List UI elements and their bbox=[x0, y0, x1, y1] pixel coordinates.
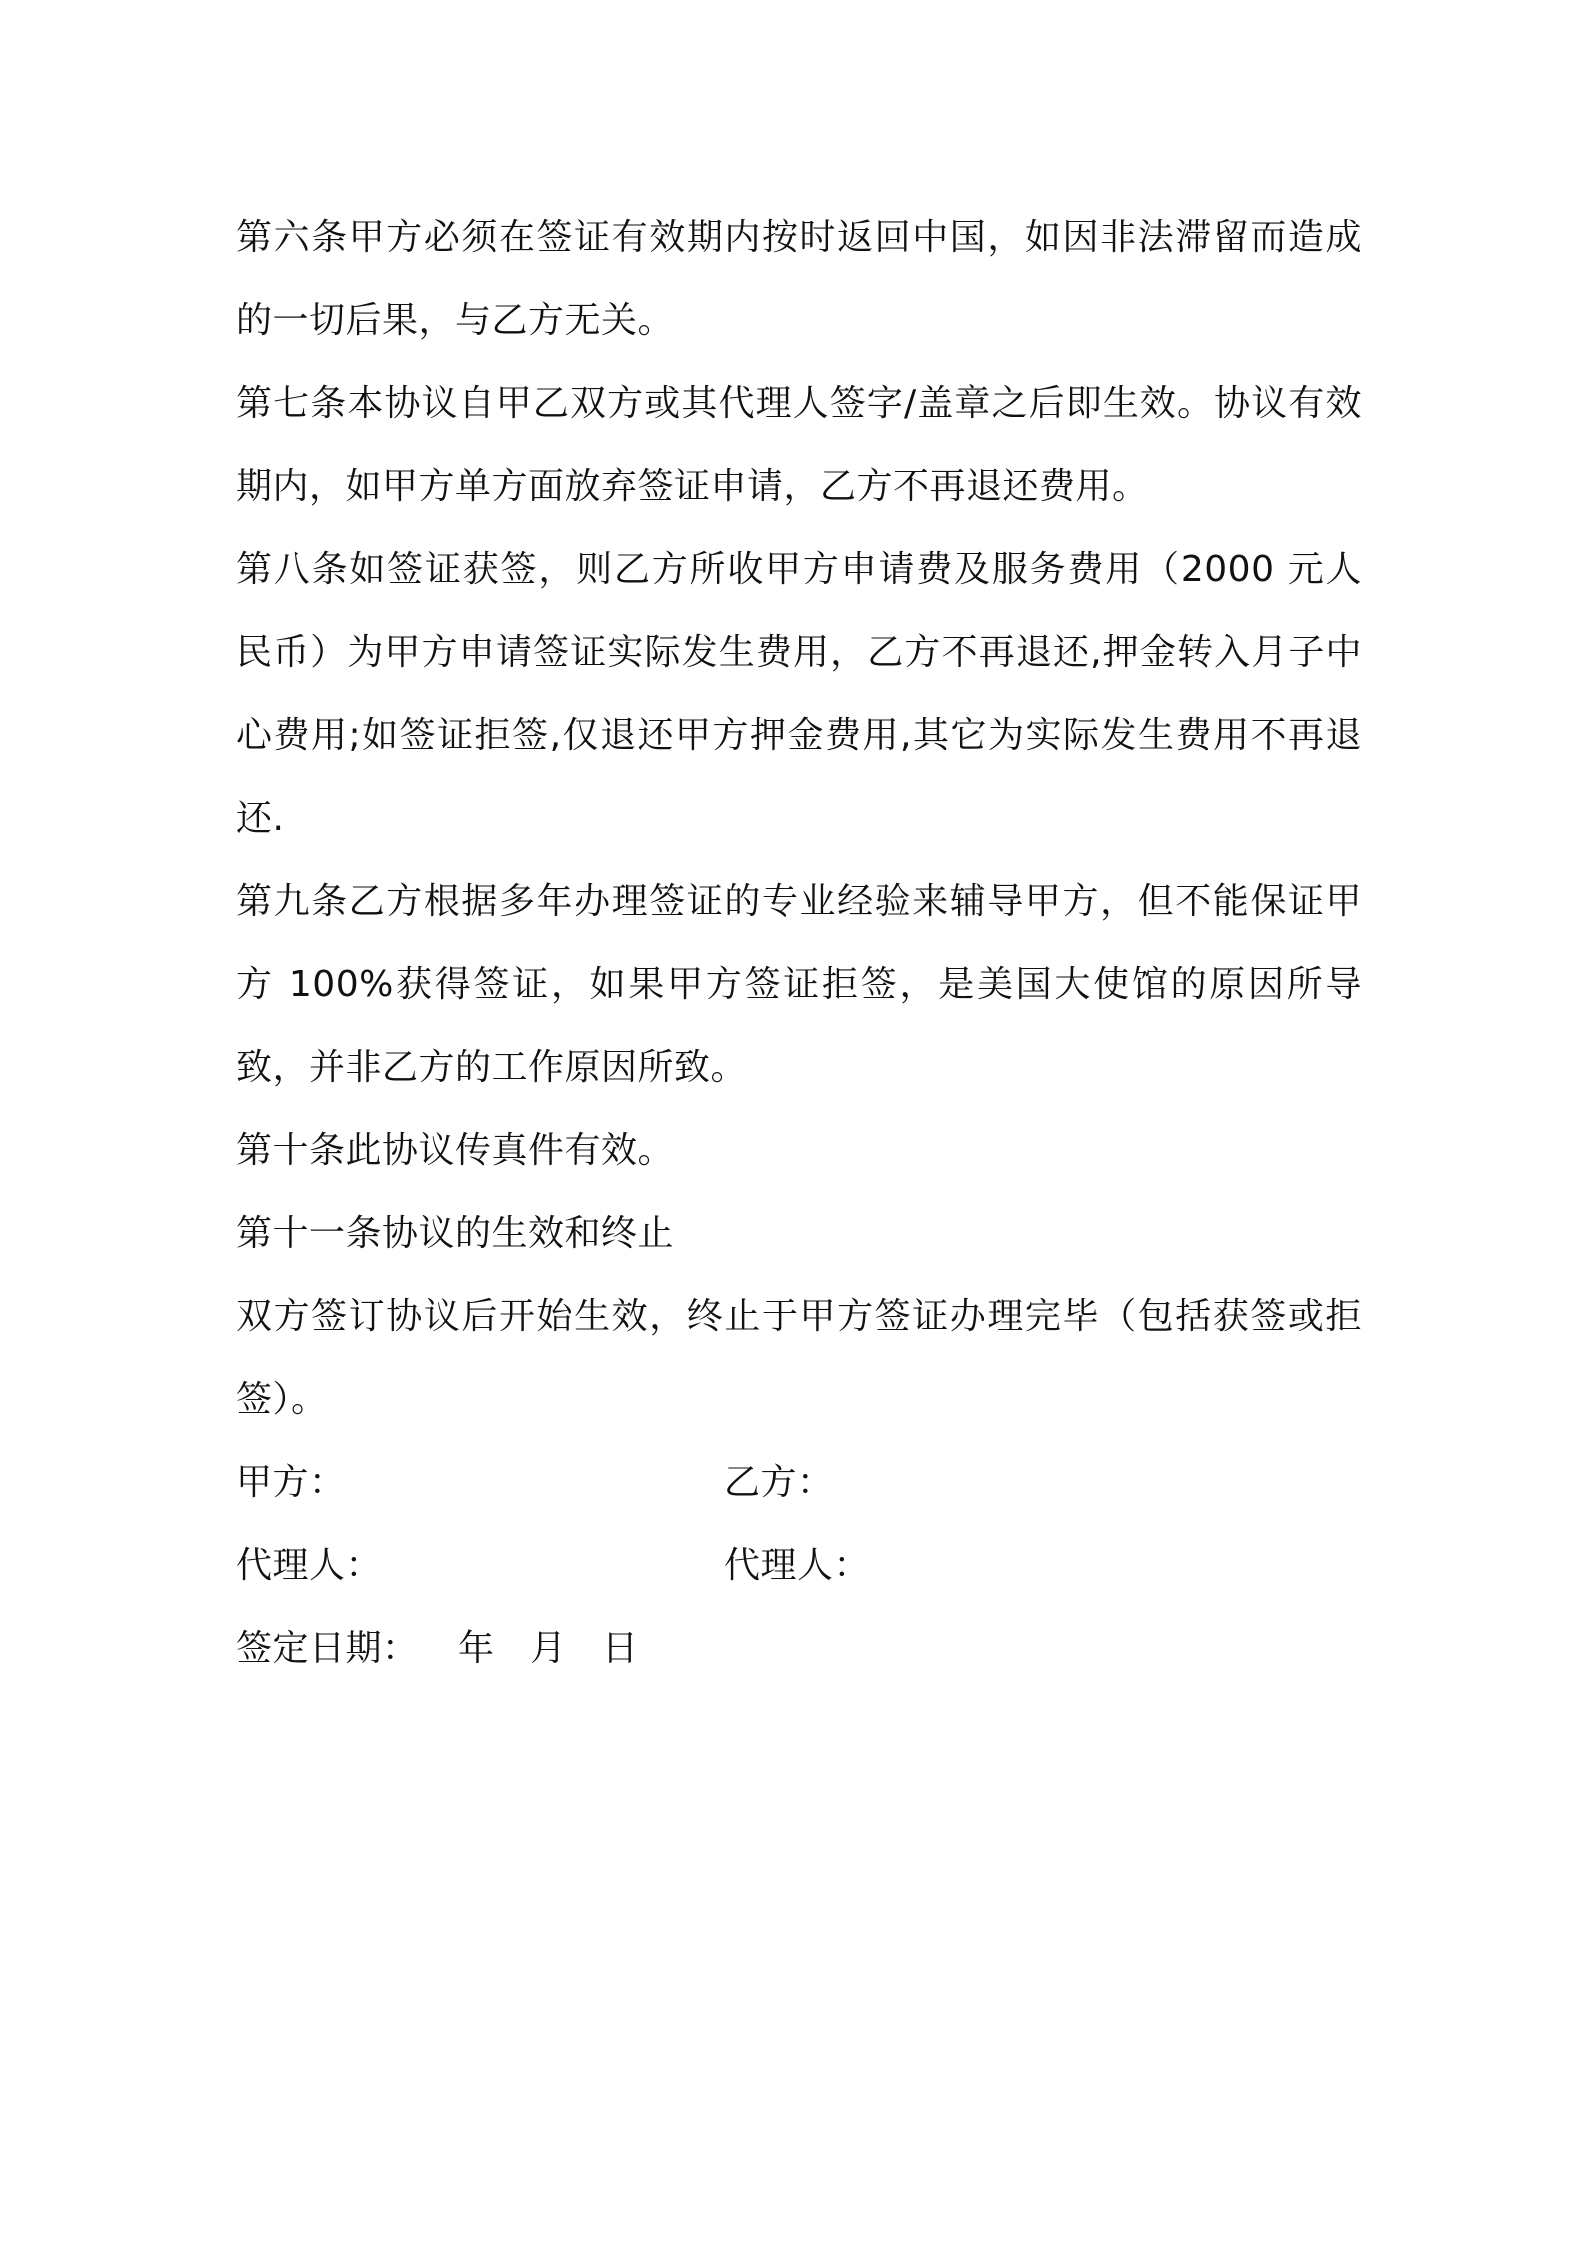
agent-b-label: 代理人： bbox=[724, 1545, 871, 1586]
article-6: 第六条甲方必须在签证有效期内按时返回中国，如因非法滞留而造成的一切后果，与乙方无关。 bbox=[236, 217, 1362, 341]
year-label: 年 bbox=[458, 1628, 495, 1669]
article-11-heading: 第十一条协议的生效和终止 bbox=[236, 1213, 675, 1254]
article-8: 第八条如签证获签，则乙方所收甲方申请费及服务费用（2000 元人民币）为甲方申请签证实际发生费用，乙方不再退还,押金转入月子中心费用;如签证拒签,仅退还甲方押金费用,其它为实际发生费用不再退还. bbox=[236, 549, 1362, 839]
agent-signature-row bbox=[236, 1524, 1362, 1607]
party-signature-row bbox=[236, 1441, 1362, 1524]
article-9: 第九条乙方根据多年办理签证的专业经验来辅导甲方，但不能保证甲方 100%获得签证，如果甲方签证拒签，是美国大使馆的原因所导致，并非乙方的工作原因所致。 bbox=[236, 881, 1362, 1088]
party-a-label: 甲方： bbox=[236, 1462, 346, 1503]
party-b-label: 乙方： bbox=[724, 1462, 834, 1503]
article-11-body: 双方签订协议后开始生效，终止于甲方签证办理完毕（包括获签或拒签）。 bbox=[236, 1296, 1362, 1420]
article-7: 第七条本协议自甲乙双方或其代理人签字/盖章之后即生效。协议有效期内，如甲方单方面放弃签证申请，乙方不再退还费用。 bbox=[236, 383, 1362, 507]
signing-date-row bbox=[236, 1607, 1362, 1690]
article-10: 第十条此协议传真件有效。 bbox=[236, 1130, 675, 1171]
agent-a-label: 代理人： bbox=[236, 1545, 383, 1586]
month-label: 月 bbox=[530, 1628, 567, 1669]
day-label: 日 bbox=[602, 1628, 639, 1669]
document-body bbox=[236, 196, 1362, 1690]
signing-date-label: 签定日期： bbox=[236, 1628, 419, 1669]
